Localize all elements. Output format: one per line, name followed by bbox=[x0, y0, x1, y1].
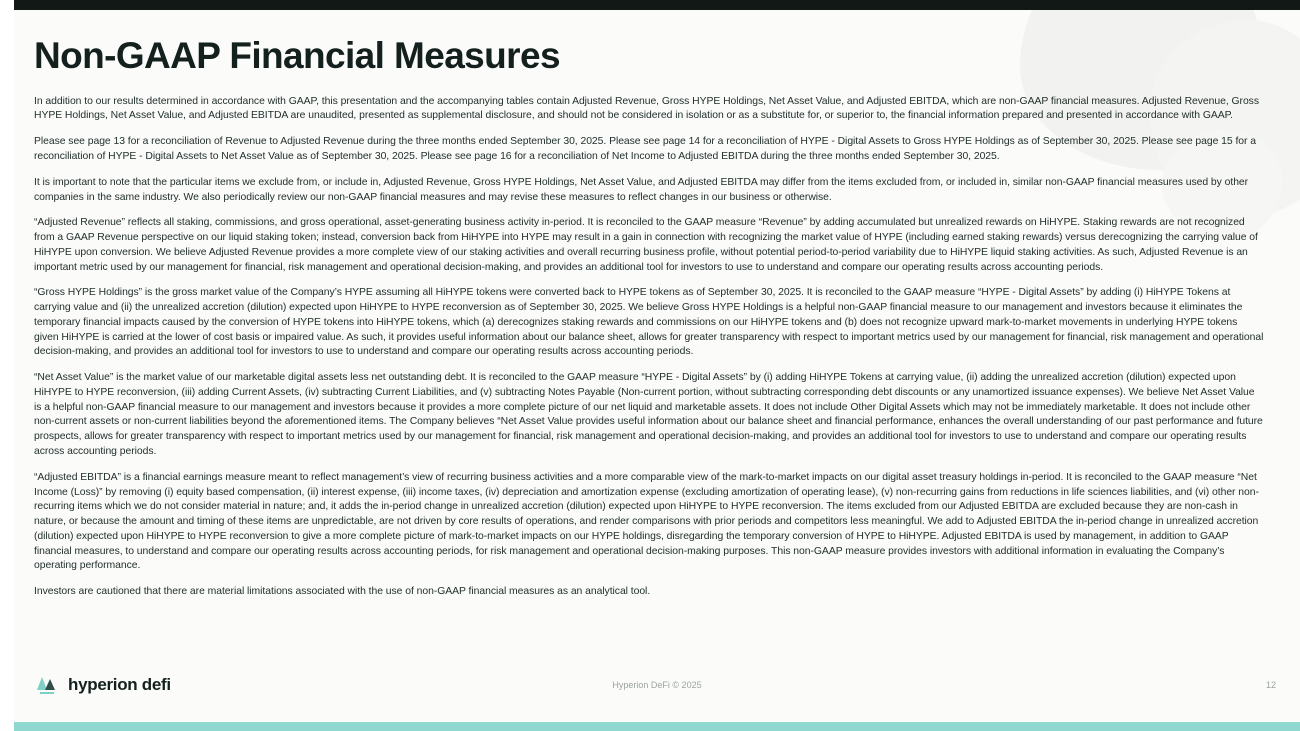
paragraph: Please see page 13 for a reconciliation of Revenue to Adjusted Revenue during the three months ended September 30, 2025. Please see page 14 for a reconciliation of HYPE - Digital Assets to Gross HYPE Holdings as of September 30, 2025. Please see page 15 for a reconciliation of HYPE - Digital Assets to Net Asset Value as of September 30, 2025. Please see page 16 for a reconciliation of Net Income to Adjusted EBITDA during the three months ended September 30, 2025. bbox=[34, 136, 1256, 162]
paragraph: “Gross HYPE Holdings” is the gross market value of the Company’s HYPE assuming all HiHYPE tokens were converted back to HYPE tokens as of September 30, 2025. It is reconciled to the GAAP measure “HYPE - Digital Assets” by adding (i) HiHYPE Tokens at carrying value and (ii) the unrealized accretion (dilution) expected upon HiHYPE to HYPE reconversion as of September 30, 2025. We believe Gross HYPE Holdings is a helpful non-GAAP financial measure to our management and investors because it eliminates the temporary financial impacts caused by the conversion of HYPE tokens into HiHYPE tokens, which (a) derecognizes staking rewards and commissions on our HiHYPE tokens and (b) does not recognize upward mark-to-market movements in underlying HYPE tokens given HiHYPE is carried at the lower of cost basis or impaired value. As such, it provides useful information about our balance sheet, allows for greater transparency with respect to important metrics used by our management for financial, risk management and operational decision-making, and provides an additional tool for investors to use to understand and compare our operating results across accounting periods. bbox=[34, 287, 1264, 358]
paragraph: It is important to note that the particular items we exclude from, or include in, Adjusted Revenue, Gross HYPE Holdings, Net Asset Value, and Adjusted EBITDA may differ from the items excluded from, or included in, similar non-GAAP financial measures used by other companies in the same industry. We also periodically review our non-GAAP financial measures and may revise these measures to reflect changes in our business or otherwise. bbox=[34, 176, 1249, 203]
page-title: Non-GAAP Financial Measures bbox=[34, 35, 560, 76]
logo-text: hyperion defi bbox=[68, 675, 171, 694]
top-dark-bar bbox=[0, 0, 1300, 10]
paragraph: In addition to our results determined in accordance with GAAP, this presentation and the accompanying tables contain Adjusted Revenue, Gross HYPE Holdings, Net Asset Value, and Adjusted EBITDA, which are non-GAAP financial measures. Adjusted Revenue, Gross HYPE Holdings, Net Asset Value, and Adjusted EBITDA are unaudited, presented as supplemental disclosure, and should not be considered in isolation or as a substitute for, or superior to, the financial information prepared and presented in accordance with GAAP. bbox=[34, 95, 1259, 122]
slide-body bbox=[14, 10, 1300, 722]
paragraph: Investors are cautioned that there are material limitations associated with the use of non-GAAP financial measures as an analytical tool. bbox=[34, 586, 651, 598]
bottom-accent-bar bbox=[0, 722, 1300, 731]
page-number: 12 bbox=[1265, 680, 1276, 690]
left-gutter bbox=[0, 0, 14, 731]
footer-copyright: Hyperion DeFi © 2025 bbox=[612, 680, 702, 690]
slide-footer bbox=[14, 670, 1300, 708]
slide-content bbox=[14, 36, 1300, 600]
paragraph: “Adjusted EBITDA” is a financial earnings measure meant to reflect management’s view of recurring business activities and a more comparable view of the mark-to-market impacts on our digital asset treasury holdings in-period. It is reconciled to the GAAP measure “Net Income (Loss)” by removing (i) equity based compensation, (ii) interest expense, (iii) income taxes, (iv) depreciation and amortization expense (excluding amortization of operating lease), (v) non-recurring gains from reductions in life sciences liabilities, and (vi) other non-recurring items which we do not consider material in nature; and, it adds the in-period change in unrealized accretion (dilution) expected upon HiHYPE to HYPE reconversion. The items excluded from our Adjusted EBITDA are excluded because they are non-cash in nature, or because the amount and timing of these items are unpredictable, are not driven by core results of operations, and render comparisons with prior periods and competitors less meaningful. We add to Adjusted EBITDA the in-period change in unrealized accretion (dilution) expected upon HiHYPE to HYPE reconversion to give a more complete picture of mark-to-market impacts on our HYPE holdings, disregarding the temporary conversion of HYPE to HiHYPE. Adjusted EBITDA is used by management, in addition to GAAP financial measures, to understand and compare our operating results across accounting periods, for risk management and operational decision-making purposes. This non-GAAP measure provides investors with additional information in evaluating the Company’s operating performance. bbox=[34, 471, 1259, 572]
paragraph: “Adjusted Revenue” reflects all staking, commissions, and gross operational, asset-generating business activity in-period. It is reconciled to the GAAP measure “Revenue” by adding accumulated but unrealized rewards on HiHYPE. Staking rewards are not recognized from a GAAP Revenue perspective on our liquid staking token; instead, conversion back from HiHYPE into HYPE may result in a gain in connection with recognizing the market value of HYPE (including earned staking rewards) versus derecognizing the carrying value of HiHYPE upon conversion. We believe Adjusted Revenue provides a more complete view of our staking activities and overall recurring business profile, without potential period-to-period variability due to HiHYPE liquid staking activities. As such, Adjusted Revenue is an important metric used by our management for financial, risk management and operational decision-making, and provides an additional tool for investors to use to understand and compare our operating results across accounting periods. bbox=[34, 217, 1258, 273]
paragraph: “Net Asset Value” is the market value of our marketable digital assets less net outstanding debt. It is reconciled to the GAAP measure “HYPE - Digital Assets” by (i) adding HiHYPE Tokens at carrying value, (ii) adding the unrealized accretion (dilution) expected upon HiHYPE to HYPE reconversion, (iii) adding Current Assets, (iv) subtracting Current Liabilities, and (v) subtracting Notes Payable (Non-current portion, without subtracting corresponding debt discounts or any unamortized issuance expenses). We believe Net Asset Value is a helpful non-GAAP financial measure to our management and investors because it provides a more complete picture of our net liquid and marketable assets. It does not include Other Digital Assets which may not be immediately marketable. It does not include other non-current assets or non-current liabilities beyond the aforementioned items. The Company believes “Net Asset Value provides useful information about our balance sheet and financial performance, enhances the overall understanding of our past performance and future prospects, allows for greater transparency with respect to important metrics used by our management for financial, risk management and operational decision-making, and provides an additional tool for investors to use to understand and compare our operating results across accounting periods. bbox=[34, 372, 1263, 457]
